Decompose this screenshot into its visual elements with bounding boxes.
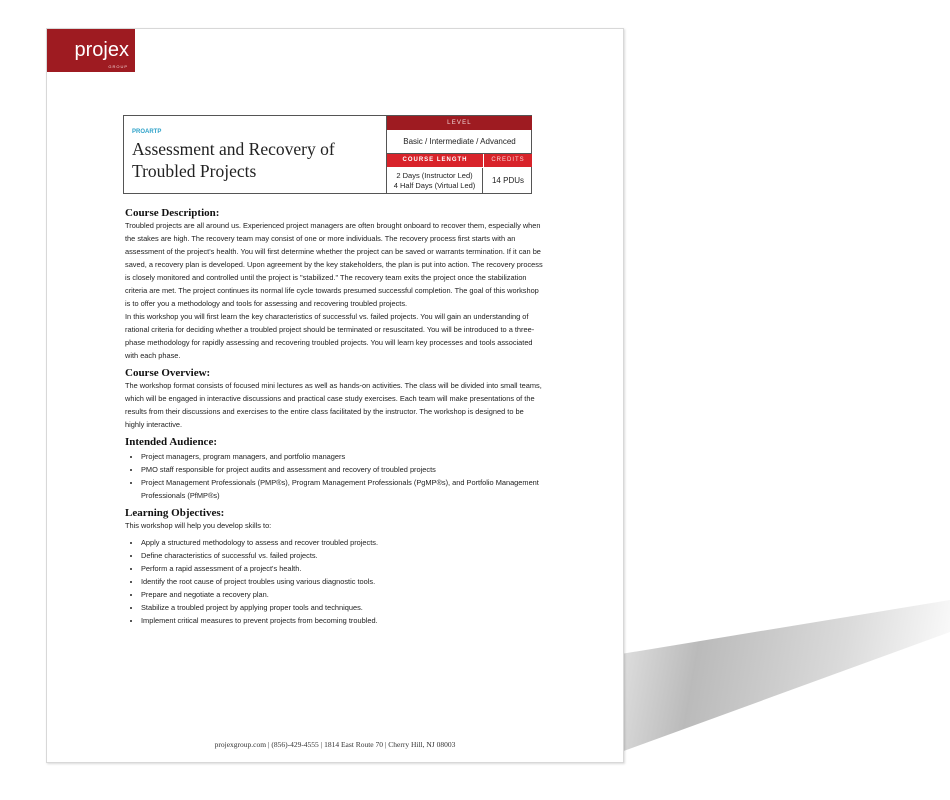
credits-label: CREDITS [484, 154, 532, 167]
description-paragraph-1: Troubled projects are all around us. Experienced project managers are often brought onboard to recover them, especially when the stakes are high. The recovery team may consist of one or more individuals. The recovery process first starts with an assessment of the project's health. You will first determine whether the project can be saved or warrants termination. If it can be saved, a recovery plan is developed. Upon agreement by the key stakeholders, the plan is put into action. The recovery process is closely monitored and controlled until the project is "stabilized." The recovery team exits the project once the stabilization criteria are met. The project continues its normal life cycle towards presumed successful completion. The goal of this workshop is to offer you a methodology and tools for assessing and recovering troubled projects. [125, 221, 543, 308]
list-item: • Identify the root cause of project troubles using various diagnostic tools. [141, 575, 545, 588]
credits-value: 14 PDUs [491, 176, 524, 185]
list-item: • Prepare and negotiate a recovery plan. [141, 588, 545, 601]
course-length-label: COURSE LENGTH [387, 154, 483, 167]
list-item: • Apply a structured methodology to assess and recover troubled projects. [141, 536, 545, 549]
length-line-2: 4 Half Days (Virtual Led) [393, 181, 476, 190]
list-item: • Implement critical measures to prevent projects from becoming troubled. [141, 614, 545, 627]
logo-subtext: GROUP [108, 64, 128, 69]
list-item: • Project Management Professionals (PMP®s), Program Management Professionals (PgMP®s), and Portfolio Management Professionals (PfMP®s) [141, 476, 545, 502]
list-item: • Perform a rapid assessment of a project's health. [141, 562, 545, 575]
logo-text: projex [74, 39, 129, 61]
overview-section [125, 367, 545, 431]
course-content [125, 207, 545, 632]
objectives-intro: This workshop will help you develop skills to: [125, 521, 272, 530]
objectives-heading: Learning Objectives: [125, 507, 225, 519]
length-line-1: 2 Days (Instructor Led) [396, 171, 473, 180]
course-code: PROARTP [132, 129, 162, 135]
page-footer: projexgroup.com | (856)-429-4555 | 1814 East Route 70 | Cherry Hill, NJ 08003 [214, 740, 456, 749]
objectives-list [125, 536, 545, 627]
course-length-value [387, 168, 483, 193]
list-item: • PMO staff responsible for project audits and assessment and recovery of troubled projects [141, 463, 545, 476]
objectives-section [125, 507, 545, 627]
level-value: Basic / Intermediate / Advanced [387, 130, 532, 154]
description-paragraph-2: In this workshop you will first learn the key characteristics of successful vs. failed projects. You will gain an understanding of rational criteria for deciding whether a troubled project should be terminated or resuscitated. You will be introduced to a three-phase methodology for rapidly assessing and recovering troubled projects. You will learn key processes and tools associated with each phase. [125, 312, 535, 360]
course-info-table [386, 116, 532, 193]
overview-heading: Course Overview: [125, 367, 211, 379]
description-section [125, 207, 545, 362]
course-title: Assessment and Recovery of Troubled Projects [132, 139, 335, 181]
overview-paragraph: The workshop format consists of focused mini lectures as well as hands-on activities. The class will be divided into small teams, which will be engaged in interactive discussions and practical case study exercises. Each team will make presentations of the results from their discussions and exercises to the entire class facilitated by the instructor. The workshop is designed to be highly interactive. [125, 381, 542, 429]
audience-heading: Intended Audience: [125, 436, 217, 448]
list-item: • Stabilize a troubled project by applying proper tools and techniques. [141, 601, 545, 614]
list-item: • Define characteristics of successful vs. failed projects. [141, 549, 545, 562]
list-item: • Project managers, program managers, and portfolio managers [141, 450, 545, 463]
audience-section [125, 436, 545, 502]
course-header [123, 115, 532, 194]
document-page [46, 28, 624, 763]
audience-list [125, 450, 545, 502]
description-heading: Course Description: [125, 207, 220, 219]
projex-logo [47, 29, 135, 72]
level-label: LEVEL [387, 116, 532, 130]
